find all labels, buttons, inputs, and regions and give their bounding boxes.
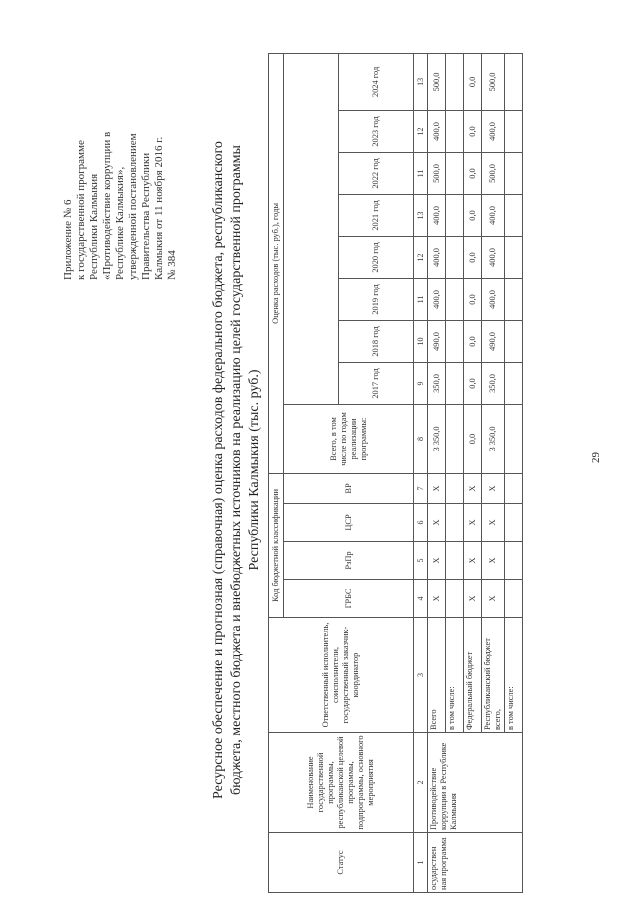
cell-year-value: 500,0	[428, 53, 446, 110]
header-year: 2022 год	[339, 152, 414, 194]
cell-code: X	[464, 542, 482, 580]
cell-year-value	[505, 236, 523, 278]
cell-year-value: 400,0	[482, 278, 505, 320]
page-number: 29	[590, 452, 602, 463]
cell-code	[446, 542, 464, 580]
cell-code: X	[482, 504, 505, 542]
cell-year-value	[446, 278, 464, 320]
header-year: 2021 год	[339, 194, 414, 236]
cell-total: 3 350,0	[428, 404, 446, 473]
cell-program-name: Противодействие коррупции в Республике Калмыкия	[428, 733, 523, 833]
cell-code	[505, 473, 523, 503]
cell-code	[446, 580, 464, 618]
cell-code: X	[482, 542, 505, 580]
cell-label: Федеральный бюджет	[464, 618, 482, 733]
title-line-2: бюджета, местного бюджета и внебюджетных источников на реализацию целей государственной программы	[229, 145, 244, 795]
header-grbs: ГРБС	[284, 580, 414, 618]
annex-line: Приложение № 6	[62, 199, 74, 280]
cell-year-value: 350,0	[428, 362, 446, 404]
column-number: 11	[414, 278, 428, 320]
column-number: 12	[414, 110, 428, 152]
document-title	[210, 60, 264, 880]
cell-total	[505, 404, 523, 473]
cell-year-value: 400,0	[482, 194, 505, 236]
header-year: 2017 год	[339, 362, 414, 404]
title-line-3: Республики Калмыкия (тыс. руб.)	[247, 369, 262, 571]
column-number: 11	[414, 152, 428, 194]
cell-year-value	[446, 53, 464, 110]
cell-code	[446, 504, 464, 542]
cell-year-value	[446, 194, 464, 236]
header-executor: Ответственный исполнитель, соисполнители, государственный заказчик-координатор	[269, 618, 414, 733]
cell-year-value: 400,0	[428, 236, 446, 278]
cell-year-value: 500,0	[482, 53, 505, 110]
header-budget-code: Код бюджетной классификации	[269, 473, 284, 617]
cell-label: в том числе:	[446, 618, 464, 733]
cell-year-value	[505, 53, 523, 110]
cell-code: X	[464, 504, 482, 542]
cell-year-value: 490,0	[428, 320, 446, 362]
annex-line: к государственной программе	[75, 140, 87, 280]
column-number: 4	[414, 580, 428, 618]
cell-code: X	[464, 473, 482, 503]
budget-table	[268, 53, 523, 893]
cell-code	[505, 504, 523, 542]
annex-line: № 384	[166, 250, 178, 280]
column-number: 13	[414, 53, 428, 110]
cell-year-value	[446, 320, 464, 362]
cell-code: X	[464, 580, 482, 618]
column-number: 3	[414, 618, 428, 733]
cell-total: 3 350,0	[482, 404, 505, 473]
cell-year-value	[505, 194, 523, 236]
header-total: Всего, в том числе по годам реализации программы:	[284, 404, 414, 473]
cell-status: осударствен ная программа	[428, 833, 523, 893]
cell-code	[505, 542, 523, 580]
cell-code: X	[428, 504, 446, 542]
cell-year-value: 400,0	[428, 194, 446, 236]
cell-year-value: 400,0	[428, 110, 446, 152]
cell-year-value: 500,0	[428, 152, 446, 194]
cell-year-value: 350,0	[482, 362, 505, 404]
header-year: 2019 год	[339, 278, 414, 320]
annex-line: утвержденной постановлением	[127, 133, 139, 280]
cell-year-value: 0,0	[464, 152, 482, 194]
annex-line: Калмыкия от 11 ноября 2016 г.	[153, 136, 165, 280]
cell-year-value	[505, 278, 523, 320]
header-years-spacer	[284, 53, 339, 404]
cell-year-value	[505, 152, 523, 194]
cell-year-value: 0,0	[464, 194, 482, 236]
annex-line: Республике Калмыкия»,	[114, 166, 126, 280]
header-rzpr: РзПр	[284, 542, 414, 580]
header-estimate: Оценка расходов (тыс. руб.), годы	[269, 53, 284, 473]
cell-year-value: 0,0	[464, 53, 482, 110]
cell-code	[446, 473, 464, 503]
cell-year-value: 400,0	[482, 110, 505, 152]
cell-year-value	[505, 320, 523, 362]
annex-line: «Противодействие коррупции в	[101, 131, 113, 280]
cell-total	[446, 404, 464, 473]
cell-year-value	[446, 362, 464, 404]
cell-code	[505, 580, 523, 618]
header-year: 2024 год	[339, 53, 414, 110]
header-vr: ВР	[284, 473, 414, 503]
cell-label: Всего	[428, 618, 446, 733]
cell-year-value: 0,0	[464, 236, 482, 278]
cell-total: 0,0	[464, 404, 482, 473]
header-year: 2023 год	[339, 110, 414, 152]
cell-label: Республиканский бюджет всего,	[482, 618, 505, 733]
column-number: 13	[414, 194, 428, 236]
cell-year-value: 400,0	[428, 278, 446, 320]
annex-block	[62, 60, 179, 280]
cell-year-value: 0,0	[464, 110, 482, 152]
cell-code: X	[428, 542, 446, 580]
column-number: 1	[414, 833, 428, 893]
cell-year-value: 0,0	[464, 278, 482, 320]
cell-year-value: 0,0	[464, 320, 482, 362]
cell-year-value	[446, 152, 464, 194]
cell-year-value: 0,0	[464, 362, 482, 404]
cell-year-value	[505, 110, 523, 152]
column-number: 10	[414, 320, 428, 362]
cell-year-value: 500,0	[482, 152, 505, 194]
column-number: 12	[414, 236, 428, 278]
column-number: 7	[414, 473, 428, 503]
cell-year-value	[505, 362, 523, 404]
cell-year-value	[446, 110, 464, 152]
column-number: 2	[414, 733, 428, 833]
header-status: Статус	[269, 833, 414, 893]
column-number: 5	[414, 542, 428, 580]
column-number: 9	[414, 362, 428, 404]
cell-label: в том числе:	[505, 618, 523, 733]
header-year: 2020 год	[339, 236, 414, 278]
annex-line: Республики Калмыкия	[88, 173, 100, 280]
cell-code: X	[428, 473, 446, 503]
column-number: 8	[414, 404, 428, 473]
cell-year-value: 400,0	[482, 236, 505, 278]
cell-code: X	[428, 580, 446, 618]
header-name: Наименование государственной программы, республиканской целевой программы, подпрограммы, основного мероприятия	[269, 733, 414, 833]
cell-code: X	[482, 473, 505, 503]
header-csr: ЦСР	[284, 504, 414, 542]
header-year: 2018 год	[339, 320, 414, 362]
cell-year-value	[446, 236, 464, 278]
table-row	[428, 53, 446, 892]
column-number: 6	[414, 504, 428, 542]
cell-code: X	[482, 580, 505, 618]
annex-line: Правительства Республики	[140, 152, 152, 280]
title-line-1: Ресурсное обеспечение и прогнозная (справочная) оценка расходов федерального бюджета, республиканского	[211, 141, 226, 799]
cell-year-value: 490,0	[482, 320, 505, 362]
